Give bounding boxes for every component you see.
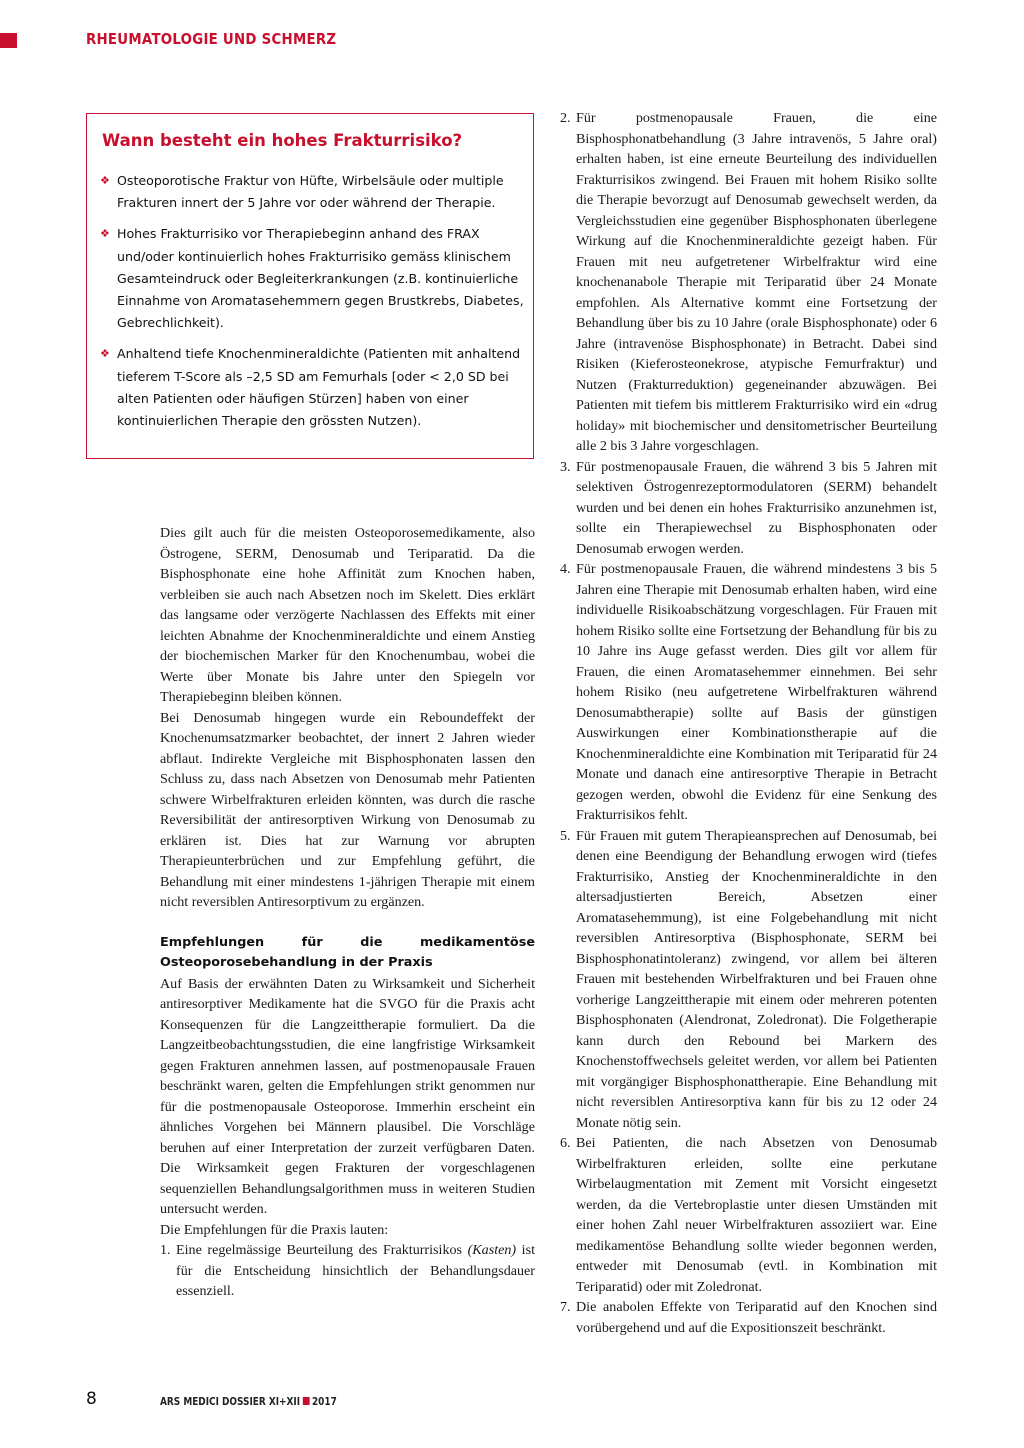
list-item: ❖ Anhaltend tiefe Knochenmineraldichte (Patienten mit anhaltend tieferem T-Score als –2,5 SD am Femurhals [oder < 2,0 SD bei alten Patienten oder häufigen Stürzen] haben von einer kontinuierlichen Therapie den grössten Nutzen). — [100, 343, 526, 432]
subheading: Empfehlungen für die medikamentöse Osteoporosebehandlung in der Praxis — [160, 934, 535, 970]
page-number: 8 — [86, 1389, 97, 1409]
recommendation-list — [560, 108, 937, 1338]
publication-footer: ARS MEDICI DOSSIER XI+XII 2017 — [160, 1396, 337, 1408]
left-column — [160, 523, 535, 1302]
list-item: 6. Bei Patienten, die nach Absetzen von Denosumab Wirbelfrakturen erleiden, sollte eine perkutane Wirbelaugmentation mit Zement mit Vorsicht eingesetzt werden, da die Vertebroplastie unter diesen Umständen mit einer hohen Zahl neuer Wirbelfrakturen assoziiert war. Eine medikamentöse Behandlung sollte wieder begonnen werden, entweder mit Denosumab (evtl. in Kombination mit Teriparatid) oder mit Zoledronat. — [560, 1135, 937, 1295]
red-square-icon — [303, 1397, 310, 1405]
section-title: RHEUMATOLOGIE UND SCHMERZ — [86, 30, 337, 48]
paragraph: Auf Basis der erwähnten Daten zu Wirksamkeit und Sicherheit antiresorptiver Medikamente hat die SVGO für die Praxis acht Konsequenzen für die Langzeittherapie formuliert. Da die Langzeitbeobachtungsstudien, die eine langfristige Wirksamkeit gegen Frakturen annehmen lassen, auf postmenopausale Frauen beschränkt waren, gelten die Empfehlungen strikt genommen nur für die postmenopausale Osteoporose. Immerhin erscheint ein ähnliches Vorgehen bei Männern plausibel. Die Vorschläge beruhen auf einer Interpretation der zurzeit verfügbaren Daten. Die Wirksamkeit gegen Frakturen der vorgeschlagenen sequenziellen Behandlungsalgorithmen muss in weiteren Studien untersucht werden. — [160, 975, 535, 1217]
box-list — [100, 170, 526, 441]
right-column — [560, 108, 937, 1338]
paragraph: Dies gilt auch für die meisten Osteoporosemedikamente, also Östrogene, SERM, Denosumab und Teriparatid. Da die Bisphosphonate eine hohe Affinität zum Knochen haben, verbleiben sie auch nach Absetzen noch im Skelett. Dies erklärt das langsame oder verzögerte Nachlassen des Effekts mit einer leichten Abnahme der Knochenmineraldichte und einem Anstieg der biochemischen Marker für den Knochenumbau, wobei die Werte über Monate bis Jahre unter den Spiegeln vor Therapiebeginn bleiben können. — [160, 525, 535, 705]
list-item: ❖ Osteoporotische Fraktur von Hüfte, Wirbelsäule oder multiple Frakturen innert der 5 Jahre vor oder während der Therapie. — [100, 170, 526, 214]
list-item: 2. Für postmenopausale Frauen, die eine Bisphosphonatbehandlung (3 Jahre intravenös, 5 Jahre oral) erhalten haben, ist eine erneute Beurteilung des individuellen Frakturrisikos zwingend. Bei Frauen mit hohem Risiko sollte die Therapie bevorzugt auf Denosumab gewechselt werden, da Vergleichsstudien eine gegenüber Bisphosphonaten überlegene Wirkung auf die Knochenmineraldichte gezeigt haben. Für Frauen mit neu aufgetretener Wirbelfraktur wird eine knochenanabole Therapie mit Teriparatid über 24 Monate empfohlen. Als Alternative kommt eine Fortsetzung der Behandlung über bis zu 10 Jahre (orale Bisphosphonate) oder 6 Jahre (intravenöse Bisphosphonate) in Betracht. Dabei sind Risiken (Kieferosteonekrose, atypische Femurfraktur) und Nutzen (Frakturreduktion) gegeneinander abzuwägen. Bei Patienten mit tiefem bis mittlerem Frakturrisiko wird ein «drug holiday» mit biochemischer und densitometrischer Beurteilung alle 2 bis 3 Jahre vorgeschlagen. — [560, 110, 937, 454]
fracture-risk-box — [86, 113, 534, 459]
diamond-bullet-icon: ❖ — [100, 174, 110, 187]
list-item: 3. Für postmenopausale Frauen, die während 3 bis 5 Jahren mit selektiven Östrogenrezeptormodulatoren (SERM) behandelt wurden und bei denen ein hohes Frakturrisiko anzunehmen ist, sollte ein Therapiewechsel zu Bisphosphonaten oder Denosumab erwogen werden. — [560, 458, 937, 557]
list-item: 5. Für Frauen mit gutem Therapieansprechen auf Denosumab, bei denen eine Beendigung der Behandlung erwogen wird (tiefes Frakturrisiko, Anstieg der Knochenmineraldichte in den altersadjustierten Bereich, Absetzen einer Aromatasehemmung), ist eine Folgebehandlung mit nicht reversiblen Antiresorptiva (Bisphosphonate, SERM bei Bisphosphonatintoleranz) zwingend, vor allem bei älteren Frauen mit bestehenden Wirbelfrakturen und bei Frauen ohne vorherige Langzeittherapie mit einem oder mehreren potenten Bisphosphonaten (Alendronat, Zoledronat). Die Folgetherapie kann durch den Rebound bei Markern des Knochenstoffwechsels geleitet werden, vor allem bei Patienten mit vorgängiger Bisphosphonattherapie. Eine Behandlung mit nicht reversiblen Antiresorptiva kann für bis zu 12 oder 24 Monate nötig sein. — [560, 827, 937, 1131]
list-item: 7. Die anabolen Effekte von Teriparatid auf den Knochen sind vorübergehend und auf die Expositionszeit beschränkt. — [560, 1299, 937, 1336]
diamond-bullet-icon: ❖ — [100, 347, 110, 361]
diamond-bullet-icon: ❖ — [100, 227, 110, 241]
paragraph: Bei Denosumab hingegen wurde ein Reboundeffekt der Knochenumsatzmarker beobachtet, der innert 2 Jahren wieder abflaut. Indirekte Vergleiche mit Bisphosphonaten lassen den Schluss zu, dass nach Absetzen von Denosumab mehr Patienten schwere Wirbelfrakturen erleiden könnten, was durch die rasche Reversibilität der antiresorptiven Wirkung von Denosumab zu erklären ist. Dies hat zur Warnung vor abrupten Therapieunterbrüchen und zur Empfehlung geführt, die Behandlung mit einer mindestens 1-jährigen Therapie mit einem nicht reversiblen Antiresorptivum zu ergänzen. — [160, 709, 535, 910]
section-marker — [0, 33, 17, 48]
paragraph: Die Empfehlungen für die Praxis lauten: — [160, 1221, 389, 1238]
recommendation-list — [160, 1240, 535, 1302]
box-title: Wann besteht ein hohes Frakturrisiko? — [102, 131, 463, 150]
list-item: 1. Eine regelmässige Beurteilung des Frakturrisikos (Kasten) ist für die Entscheidung hinsichtlich der Behandlungsdauer essenziell. — [160, 1242, 535, 1299]
list-item: 4. Für postmenopausale Frauen, die während mindestens 3 bis 5 Jahren eine Therapie mit Denosumab erhalten haben, wird eine individuelle Risikoabschätzung vorgeschlagen. Für Frauen mit hohem Risiko sollte eine Fortsetzung der Behandlung für bis zu 10 Jahre ins Auge gefasst werden. Dies gilt vor allem für Frauen, die einen Aromatasehemmer einnehmen. Bei sehr hohem Risiko (neu aufgetretene Wirbelfrakturen während Denosumabtherapie) sollte auf Basis der günstigen Auswirkungen einer Kombinationstherapie auf die Knochenmineraldichte eine Kombination mit Teriparatid für 24 Monate und danach eine antiresorptive Therapie in Betracht gezogen werden, obwohl die Evidenz für eine Senkung des Frakturrisikos fehlt. — [560, 561, 937, 823]
list-item: ❖ Hohes Frakturrisiko vor Therapiebeginn anhand des FRAX und/oder kontinuierlich hohes Frakturrisiko gemäss klinischem Gesamteindruck oder Begleiterkrankungen (z.B. kontinuierliche Einnahme von Aromatasehemmern gegen Brustkrebs, Diabetes, Gebrechlichkeit). — [100, 223, 526, 334]
kasten-reference: (Kasten) — [467, 1242, 517, 1258]
